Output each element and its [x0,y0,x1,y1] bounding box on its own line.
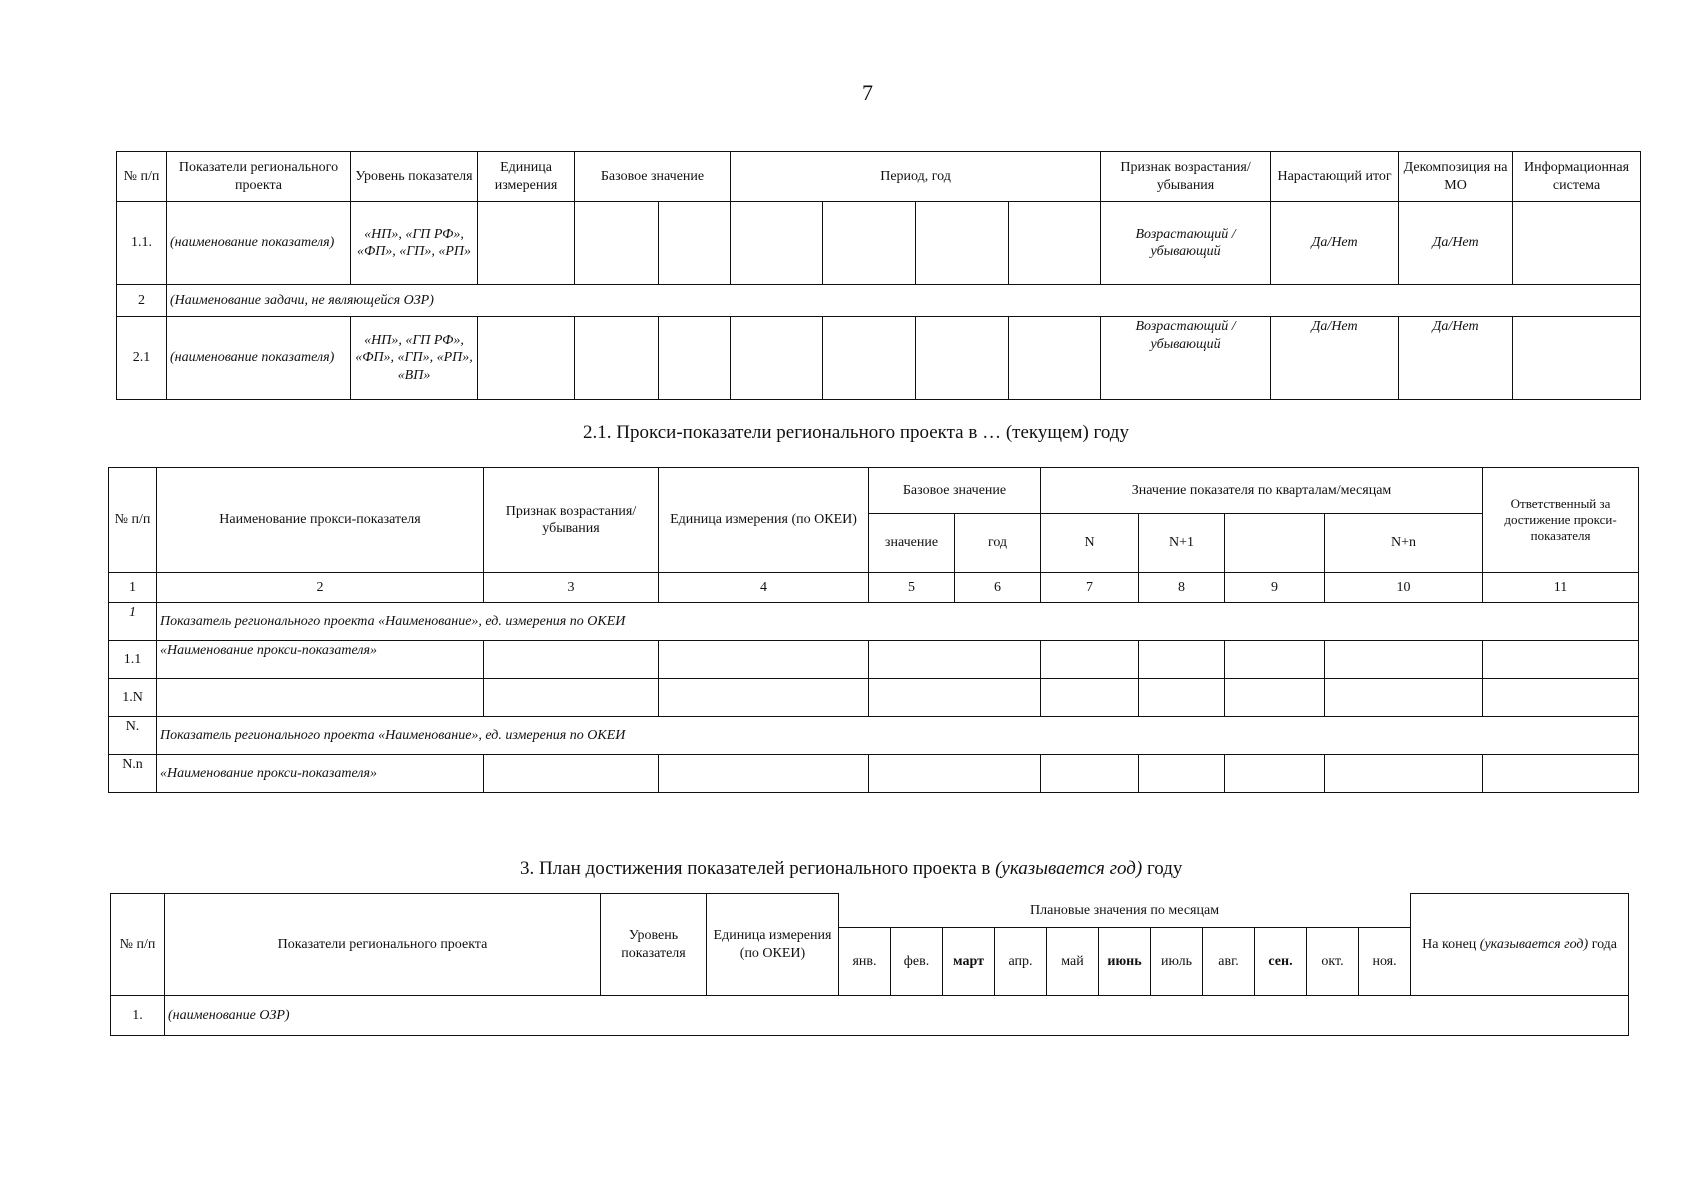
indicator-cumulative: Да/Нет [1271,317,1399,400]
col-number: 1 [109,573,157,603]
empty-cell [1225,641,1325,679]
month-feb: фев. [891,928,943,996]
header-unit: Единица измерения [478,152,575,202]
indicator-sign: Возрастающий / убывающий [1101,202,1271,285]
table-header-row [111,894,1629,928]
empty-cell [478,317,575,400]
table-row [109,679,1639,717]
empty-cell [575,317,659,400]
row-num: 1. [111,996,165,1036]
group-row [109,717,1639,755]
row-num: 1 [109,603,157,641]
empty-cell [1325,641,1483,679]
indicators-table [116,151,1641,400]
header-level: Уровень показателя [351,152,478,202]
empty-cell [1139,755,1225,793]
header-base: Базовое значение [869,468,1041,514]
header-period: Период, год [731,152,1101,202]
header-num: № п/п [111,894,165,996]
indicator-cumulative: Да/Нет [1271,202,1399,285]
month-jan: янв. [839,928,891,996]
header-end-prefix: На конец [1422,936,1480,952]
empty-cell [731,202,823,285]
row-num: 1.1. [117,202,167,285]
plan-table [110,893,1629,1036]
indicator-name: (наименование показателя) [167,317,351,400]
empty-cell [869,755,1041,793]
header-q-nn: N+n [1325,514,1483,573]
empty-cell [659,679,869,717]
empty-cell [869,641,1041,679]
header-level: Уровень показателя [601,894,707,996]
col-number: 2 [157,573,484,603]
header-q-n: N [1041,514,1139,573]
header-indicators: Показатели регионального проекта [165,894,601,996]
header-unit: Единица измерения (по ОКЕИ) [659,468,869,573]
month-apr: апр. [995,928,1047,996]
month-jun: июнь [1099,928,1151,996]
header-planned: Плановые значения по месяцам [839,894,1411,928]
table-row [111,996,1629,1036]
column-number-row [109,573,1639,603]
header-sign: Признак возрастания/убывания [484,468,659,573]
empty-cell [478,202,575,285]
header-unit: Единица измерения (по ОКЕИ) [707,894,839,996]
indicator-decomposition: Да/Нет [1399,202,1513,285]
empty-cell [916,317,1009,400]
empty-cell [484,679,659,717]
indicator-sign: Возрастающий / убывающий [1101,317,1271,400]
task-row [117,285,1641,317]
empty-cell [1325,755,1483,793]
indicator-name: (наименование показателя) [167,202,351,285]
header-sign: Признак возрастания/убывания [1101,152,1271,202]
empty-cell [1009,202,1101,285]
row-num: 1.N [109,679,157,717]
empty-cell [484,755,659,793]
section-title-proxy: 2.1. Прокси-показатели регионального проекта в … (текущем) году [583,422,1129,443]
empty-cell [659,755,869,793]
header-quarters: Значение показателя по кварталам/месяцам [1041,468,1483,514]
task-name: (Наименование задачи, не являющейся ОЗР) [167,285,1641,317]
section-title-plan [520,858,1182,880]
header-q-empty [1225,514,1325,573]
col-number: 11 [1483,573,1639,603]
header-proxy-name: Наименование прокси-показателя [157,468,484,573]
group-indicator: Показатель регионального проекта «Наименование», ед. измерения по ОКЕИ [157,603,1639,641]
empty-cell [1483,679,1639,717]
col-number: 6 [955,573,1041,603]
month-sep: сен. [1255,928,1307,996]
proxy-indicators-table [108,467,1639,793]
month-nov: ноя. [1359,928,1411,996]
empty-cell [1483,755,1639,793]
section-title-year: (указывается год) [995,858,1143,879]
col-number: 5 [869,573,955,603]
header-num: № п/п [117,152,167,202]
empty-cell [731,317,823,400]
proxy-name: «Наименование прокси-показателя» [157,755,484,793]
empty-cell [1041,641,1139,679]
section-title-suffix: году [1142,858,1183,879]
empty-cell [1041,679,1139,717]
indicator-decomposition: Да/Нет [1399,317,1513,400]
header-base-year: год [955,514,1041,573]
col-number: 3 [484,573,659,603]
empty-cell [1225,755,1325,793]
table-row [109,641,1639,679]
month-oct: окт. [1307,928,1359,996]
row-num: 2.1 [117,317,167,400]
header-end-of-year [1411,894,1629,996]
header-base-value: значение [869,514,955,573]
header-end-suffix: года [1588,936,1618,952]
empty-cell [1139,679,1225,717]
empty-cell [659,202,731,285]
empty-cell [659,641,869,679]
header-num: № п/п [109,468,157,573]
header-indicators: Показатели регионального проекта [167,152,351,202]
row-num: N.n [109,755,157,793]
proxy-name [157,679,484,717]
header-q-n1: N+1 [1139,514,1225,573]
month-may: май [1047,928,1099,996]
month-aug: авг. [1203,928,1255,996]
table-row [109,755,1639,793]
table-row [117,317,1641,400]
month-mar: март [943,928,995,996]
row-num: 2 [117,285,167,317]
col-number: 9 [1225,573,1325,603]
empty-cell [1139,641,1225,679]
header-base-value: Базовое значение [575,152,731,202]
page-number: 7 [862,80,873,105]
col-number: 10 [1325,573,1483,603]
empty-cell [1483,641,1639,679]
empty-cell [1513,317,1641,400]
empty-cell [1225,679,1325,717]
section-title-prefix: 3. План достижения показателей регионального проекта в [520,858,996,879]
indicator-level: «НП», «ГП РФ», «ФП», «ГП», «РП», «ВП» [351,317,478,400]
header-responsible: Ответственный за достижение прокси-показателя [1483,468,1639,573]
col-number: 4 [659,573,869,603]
empty-cell [1513,202,1641,285]
empty-cell [484,641,659,679]
empty-cell [1325,679,1483,717]
ozr-name: (наименование ОЗР) [165,996,1629,1036]
empty-cell [916,202,1009,285]
empty-cell [823,317,916,400]
empty-cell [869,679,1041,717]
group-indicator: Показатель регионального проекта «Наименование», ед. измерения по ОКЕИ [157,717,1639,755]
row-num: 1.1 [109,641,157,679]
table-row [117,202,1641,285]
empty-cell [1009,317,1101,400]
table-header-row [109,468,1639,514]
empty-cell [823,202,916,285]
table-header-row [117,152,1641,202]
col-number: 8 [1139,573,1225,603]
header-info-system: Информационная система [1513,152,1641,202]
empty-cell [659,317,731,400]
header-end-year: (указывается год) [1479,936,1589,952]
header-decomposition: Декомпозиция на МО [1399,152,1513,202]
header-cumulative: Нарастающий итог [1271,152,1399,202]
empty-cell [1041,755,1139,793]
proxy-name: «Наименование прокси-показателя» [157,641,484,679]
empty-cell [575,202,659,285]
col-number: 7 [1041,573,1139,603]
row-num: N. [109,717,157,755]
indicator-level: «НП», «ГП РФ», «ФП», «ГП», «РП» [351,202,478,285]
month-jul: июль [1151,928,1203,996]
group-row [109,603,1639,641]
